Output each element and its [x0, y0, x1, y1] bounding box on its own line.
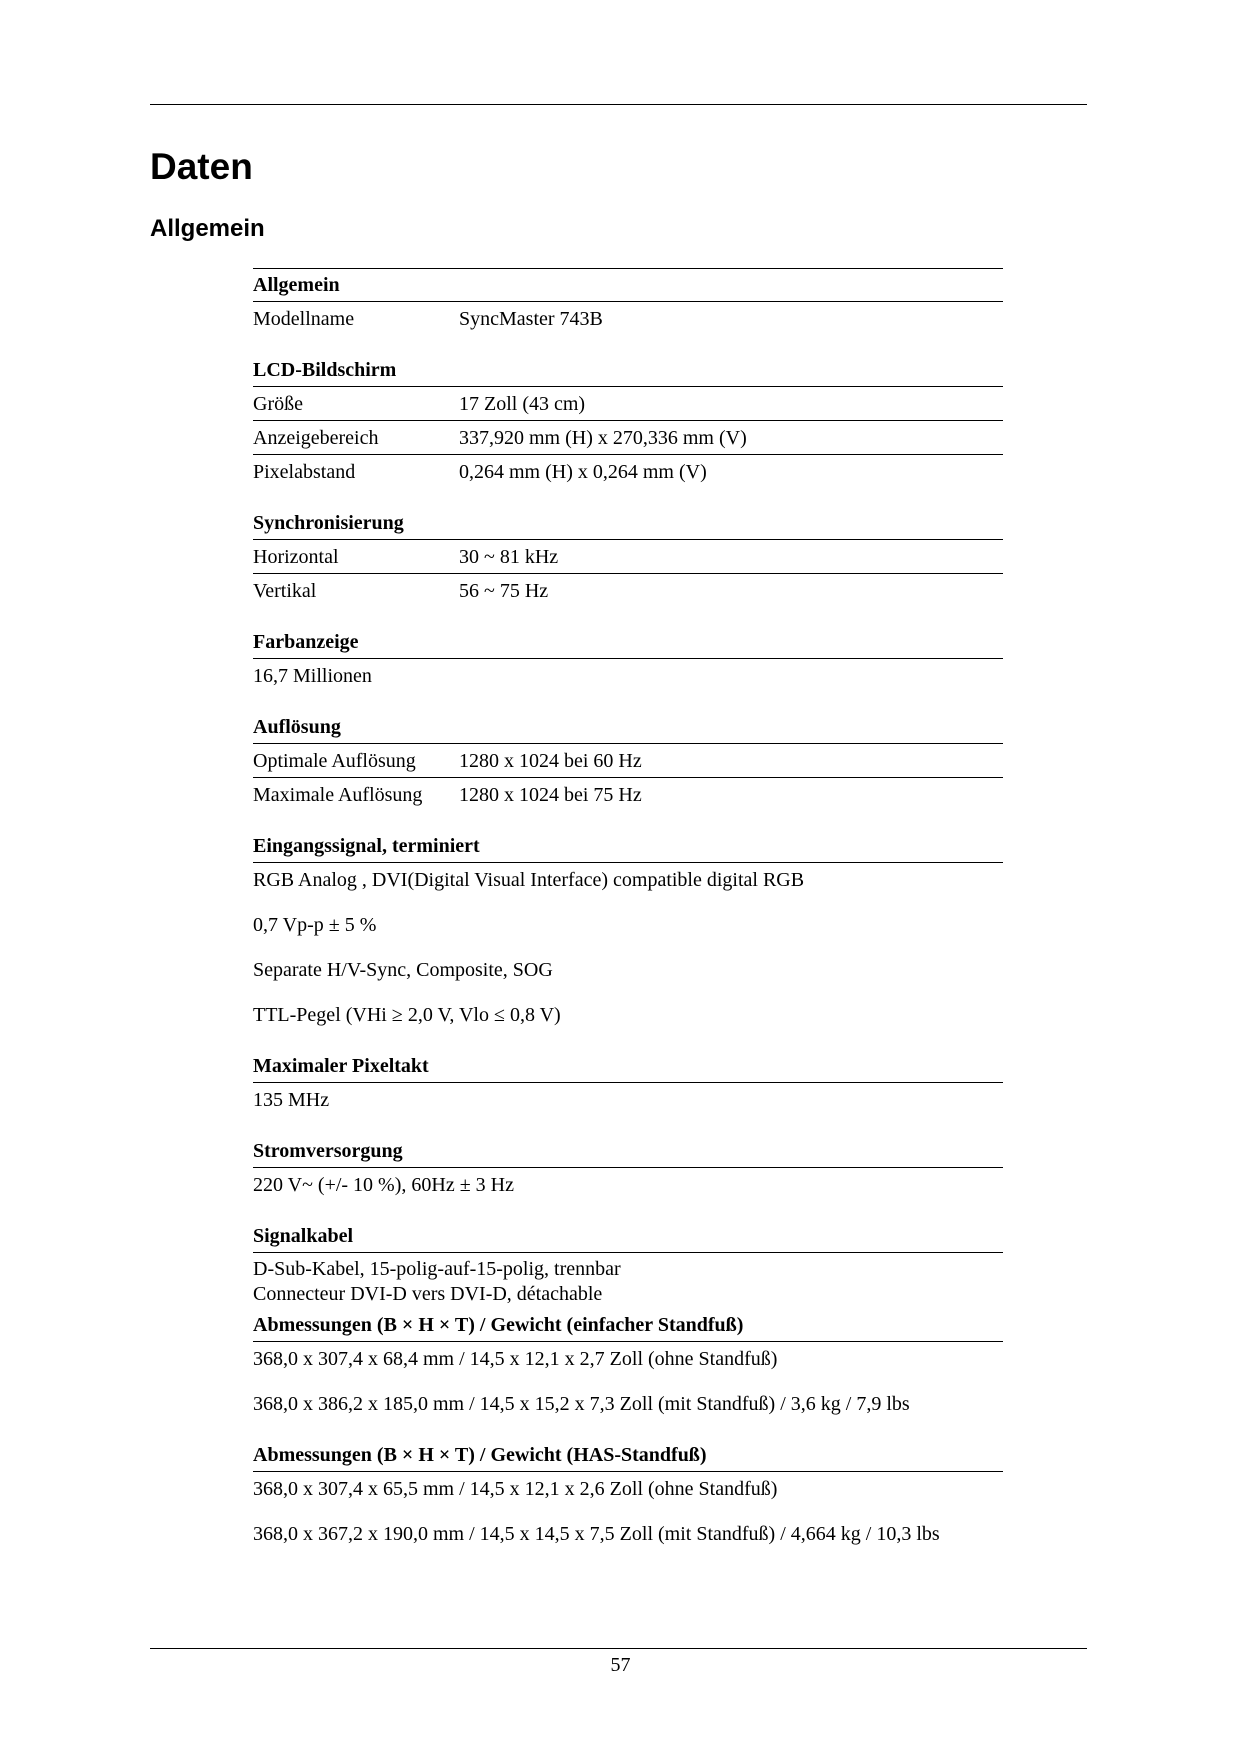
spec-heading-abmessungen-has: Abmessungen (B × H × T) / Gewicht (HAS-Standfuß) — [253, 1439, 1003, 1472]
spec-line-farbanzeige: 16,7 Millionen — [253, 664, 372, 687]
footer-rule — [150, 1648, 1087, 1649]
spec-value: 56 ~ 75 Hz — [459, 579, 549, 602]
spec-value: 17 Zoll (43 cm) — [459, 392, 586, 415]
spec-line-pixeltakt: 135 MHz — [253, 1088, 330, 1111]
spec-heading-pixeltakt: Maximaler Pixeltakt — [253, 1050, 1003, 1083]
spec-label: Modellname — [253, 307, 355, 330]
spec-heading-signalkabel: Signalkabel — [253, 1220, 1003, 1253]
spec-line-stromversorgung: 220 V~ (+/- 10 %), 60Hz ± 3 Hz — [253, 1173, 514, 1196]
spec-table — [253, 268, 1003, 1550]
spec-label: Maximale Auflösung — [253, 783, 423, 806]
spec-row-maximale-aufloesung — [253, 778, 1003, 811]
spec-line-signalkabel-2: Connecteur DVI-D vers DVI-D, détachable — [253, 1283, 603, 1305]
spec-label: Größe — [253, 392, 303, 415]
spec-value: 0,264 mm (H) x 0,264 mm (V) — [459, 460, 707, 483]
page-title: Daten — [150, 146, 253, 187]
spec-value: 337,920 mm (H) x 270,336 mm (V) — [459, 426, 747, 449]
spec-value: 1280 x 1024 bei 60 Hz — [459, 749, 642, 772]
spec-line-abm-has-1: 368,0 x 307,4 x 65,5 mm / 14,5 x 12,1 x 2,6 Zoll (ohne Standfuß) — [253, 1477, 778, 1500]
spec-label: Horizontal — [253, 545, 339, 568]
spec-label: Anzeigebereich — [253, 426, 379, 449]
spec-lines-signalkabel — [253, 1253, 1003, 1307]
spec-row-groesse — [253, 387, 1003, 421]
spec-line-abm-einfach-1: 368,0 x 307,4 x 68,4 mm / 14,5 x 12,1 x 2,7 Zoll (ohne Standfuß) — [253, 1347, 778, 1370]
header-rule — [150, 104, 1087, 105]
spec-heading-lcd: LCD-Bildschirm — [253, 354, 1003, 387]
spec-row-anzeigebereich — [253, 421, 1003, 455]
spec-heading-abmessungen-einfach: Abmessungen (B × H × T) / Gewicht (einfacher Standfuß) — [253, 1309, 1003, 1342]
spec-line-abm-einfach-2: 368,0 x 386,2 x 185,0 mm / 14,5 x 15,2 x 7,3 Zoll (mit Standfuß) / 3,6 kg / 7,9 lbs — [253, 1392, 910, 1415]
spec-label: Pixelabstand — [253, 460, 356, 483]
page-number: 57 — [610, 1654, 631, 1676]
spec-value: 1280 x 1024 bei 75 Hz — [459, 783, 642, 806]
spec-line-eingang-3: Separate H/V-Sync, Composite, SOG — [253, 958, 553, 981]
spec-row-vertikal — [253, 574, 1003, 607]
spec-heading-sync: Synchronisierung — [253, 507, 1003, 540]
spec-row-modellname — [253, 302, 1003, 335]
spec-heading-allgemein: Allgemein — [253, 269, 1003, 302]
spec-heading-farbanzeige: Farbanzeige — [253, 626, 1003, 659]
spec-line-signalkabel-1: D-Sub-Kabel, 15-polig-auf-15-polig, trennbar — [253, 1258, 621, 1280]
spec-heading-aufloesung: Auflösung — [253, 711, 1003, 744]
spec-heading-stromversorgung: Stromversorgung — [253, 1135, 1003, 1168]
spec-line-eingang-2: 0,7 Vp-p ± 5 % — [253, 913, 377, 936]
spec-line-abm-has-2: 368,0 x 367,2 x 190,0 mm / 14,5 x 14,5 x 7,5 Zoll (mit Standfuß) / 4,664 kg / 10,3 lbs — [253, 1522, 940, 1545]
spec-row-horizontal — [253, 540, 1003, 574]
spec-line-eingang-4: TTL-Pegel (VHi ≥ 2,0 V, Vlo ≤ 0,8 V) — [253, 1003, 561, 1026]
spec-value: 30 ~ 81 kHz — [459, 545, 559, 568]
spec-heading-eingangssignal: Eingangssignal, terminiert — [253, 830, 1003, 863]
spec-value: SyncMaster 743B — [459, 307, 603, 330]
section-subtitle: Allgemein — [150, 215, 265, 242]
spec-label: Optimale Auflösung — [253, 749, 416, 772]
spec-row-pixelabstand — [253, 455, 1003, 488]
spec-row-optimale-aufloesung — [253, 744, 1003, 778]
spec-label: Vertikal — [253, 579, 317, 602]
spec-line-eingang-1: RGB Analog , DVI(Digital Visual Interface) compatible digital RGB — [253, 868, 805, 891]
